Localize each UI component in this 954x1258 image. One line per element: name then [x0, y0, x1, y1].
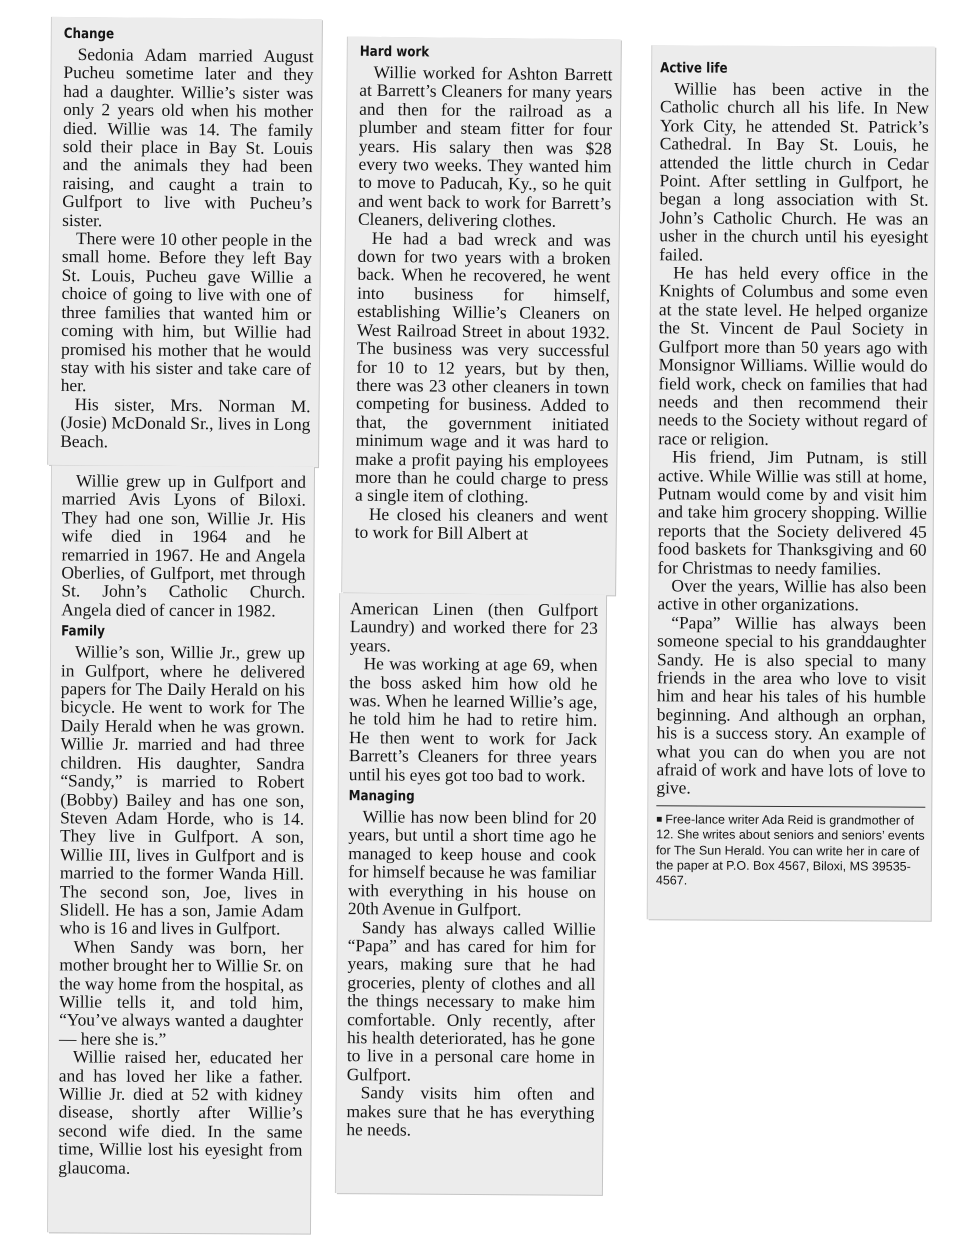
author-tagline-text: Free-lance writer Ada Reid is grandmother of 12. She writes about seniors and seniors’ events for The Sun Herald. You can write her in care of the paper at P.O. Box 4567, Biloxi, MS 39535-4567.: [655, 812, 925, 888]
clipping-family: [48, 465, 314, 1233]
paragraph: His friend, Jim Putnam, is still active. While Willie was still at home, Putnam would come by and visit him and take him grocery shopping. Willie reports that the Society delivered 45 food baskets for Thanksgiving and 60 for Christmas to needy families.: [657, 446, 928, 579]
paragraph: Willie grew up in Gulfport and married Avis Lyons of Biloxi. They had one son, Willie Jr. His wife died in 1964 and he remarried in 1967. He and Angela Oberlies, of Gulfport, met through St. John’s Catholic Church. Angela died of cancer in 1982.: [61, 470, 306, 621]
article-body: [58, 643, 305, 1178]
paragraph: Willie has now been blind for 20 years, but until a short time ago he managed to keep house and cook for himself because he was familiar with everything in his house on 20th Avenue in Gulfport.: [347, 806, 597, 920]
paragraph: Willie raised her, educated her and has loved her like a father. Willie Jr. died at 52 with kidney disease, shortly after Willie’s second wife died. In the same time, Willie lost his eyesight from glaucoma.: [58, 1046, 303, 1178]
paragraph: Sandy has always called Willie “Papa” and has cared for him for years, making sure that he had groceries, plenty of clothes and all the things necessary to make him comfortable. Only recently, after his health deteriorated, has he gone to live in a personal care home in Gulfport.: [346, 916, 596, 1085]
clipping-active-life: [648, 45, 936, 920]
section-heading-change: Change: [63, 25, 115, 43]
clipping-managing: [336, 593, 606, 1195]
paragraph: His sister, Mrs. Norman M. (Josie) McDonald Sr., lives in Long Beach.: [60, 393, 311, 451]
paragraph: He had a bad wreck and was down for two years with a broken back. When he recovered, he went into business for himself, establishing Willie’s Cleaners on West Railroad Street in about 1932. The business was very successful for 10 to 12 years, but by then, there was 23 other cleaners in town competing for business. Added to that, the government initiated minimum wage and it was hard to make a profit paying his employees more than he could charge to press a single item of clothing.: [355, 227, 611, 507]
paragraph: He closed his cleaners and went to work for Bill Albert at: [354, 503, 609, 544]
clipping-hard-work: [342, 37, 621, 596]
article-body: [349, 599, 598, 785]
section-heading-hard-work: Hard work: [359, 43, 430, 61]
paragraph: Willie worked for Ashton Barrett at Barrett’s Cleaners for many years and then for the railroad as a plumber and steam fitter for four years. His salary then was $28 every two weeks. They wanted him to move to Paducah, Ky., so he quit and went back to work for Barrett’s Cleaners, delivering clothes.: [357, 61, 613, 232]
paragraph: Willie’s son, Willie Jr., grew up in Gulfport, where he delivered papers for The Daily Herald on his bicycle. He went to work for The Daily Herald when he was grown. Willie Jr. married and had three children. His daughter, Sandra “Sandy,” is married to Robert (Bobby) Bailey and has one son, Steven Adam Horde, who is 14. They live in Gulfport. A son, Willie III, lives in Gulfport and is married to the former Wanda Hill. The second son, Joe, lives in Slidell. He has a son, Jamie Adam who is 16 and lives in Gulfport.: [59, 641, 306, 939]
paragraph: There were 10 other people in the small home. Before they left Bay St. Louis, Pucheu gave Willie a choice of going to live with one of three families that wanted him or coming with him, but Willie had promised his mother that he would stay with his sister and take care of her.: [60, 228, 313, 396]
paragraph: Over the years, Willie has also been active in other organizations.: [657, 575, 927, 615]
article-body: [355, 63, 613, 544]
paragraph: Sedonia Adam married August Pucheu sometime later and they had a daughter. Willie’s sister was only 2 years old when his mother died. Willie was 14. The family sold their place in Bay St. Louis and the animals they had been raising, and caught a train to Gulfport to live with Pucheu’s sister.: [62, 44, 314, 230]
section-heading-family: Family: [61, 623, 105, 640]
author-tagline: [656, 805, 925, 890]
section-heading-active-life: Active life: [660, 60, 728, 77]
square-bullet-icon: ■: [656, 814, 663, 826]
paragraph: Willie has been active in the Catholic church all his life. In New York City, he attended St. Patrick’s Cathedral. In Bay St. Louis, he attended the little church in Cedar Point. After settling in Gulfport, he began a long association with St. John’s Catholic Church. He was an usher in the church until his eyesight failed.: [659, 78, 930, 265]
paragraph: Sandy visits him often and makes sure that he has everything he needs.: [346, 1082, 595, 1140]
article-body: [61, 471, 306, 620]
paragraph: He has held every office in the Knights of Columbus and some even at the state level. He helped organize the St. Vincent de Paul Society in Gulfport more than 50 years ago with Monsignor Williams. Willie would do field work, check on families that had needs and then recommend their needs to the Society without regard of race or religion.: [658, 262, 929, 449]
paragraph: He was working at age 69, when the boss asked him how old he was. When he learned Willie’s age, he told him he had to retire him. He then went to work for Jack Barrett’s Cleaners for three years until his eyes got too bad to work.: [348, 653, 598, 786]
section-heading-managing: Managing: [348, 788, 415, 805]
article-body: [656, 79, 929, 798]
paragraph: “Papa” Willie has always been someone special to his granddaughter Sandy. He is also special to many friends in the area who love to visit him and hear his tales of his humble beginning. And although an orphan, his is a success story. An example of what you can do when you are not afraid of work and have lots of love to give.: [656, 612, 927, 798]
paragraph: American Linen (then Gulfport Laundry) and worked there for 23 years.: [349, 598, 599, 656]
paragraph: When Sandy was born, her mother brought her to Willie Sr. on the way home from the hospital, as Willie tells it, and told him, “You’ve always wanted a daughter — here she is.”: [58, 936, 304, 1049]
article-body: [346, 807, 596, 1140]
clipping-change: [48, 17, 322, 467]
article-body: [60, 45, 314, 452]
